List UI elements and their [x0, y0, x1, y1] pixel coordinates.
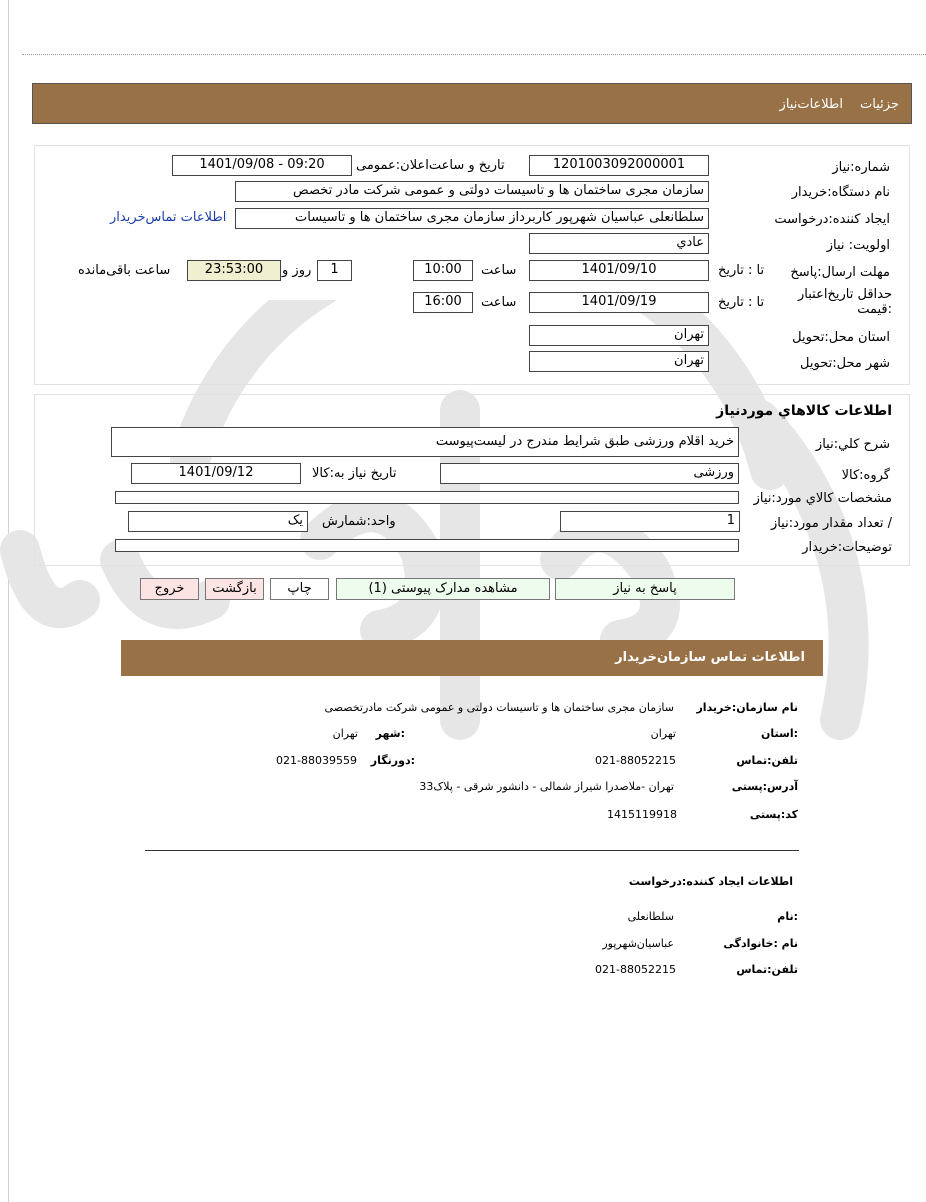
creator-family-label: نام :خانوادگی — [723, 937, 798, 950]
goods-title: اطلاعات كالاهاي موردنياز — [716, 403, 892, 419]
contact-phone-label: تلفن:تماس — [736, 754, 798, 767]
validity-date-field: 1401/09/19 — [529, 292, 709, 313]
need-date-field: 1401/09/12 — [131, 463, 301, 484]
days-remaining-field: 1 — [317, 260, 352, 281]
print-button[interactable]: چاپ — [270, 578, 329, 600]
goods-group-label: گروه:کالا — [841, 468, 890, 483]
creator-phone-label: تلفن:تماس — [736, 963, 798, 976]
creator-phone-value: 021-88052215 — [595, 963, 676, 976]
reply-button[interactable]: پاسخ به نیاز — [555, 578, 735, 600]
contact-divider — [145, 850, 799, 851]
announce-label: تاریخ و ساعت‌اعلان:عمومی — [356, 158, 505, 173]
need-number-field: 1201003092000001 — [529, 155, 709, 176]
deadline-label: مهلت ارسال:پاسخ — [790, 265, 890, 280]
contact-fax-label: :دورنگار — [370, 754, 415, 767]
contact-address-label: آدرس:پستی — [731, 780, 798, 793]
creator-name-value: سلطانعلی — [627, 910, 674, 923]
creator-info-title: اطلاعات ایجاد کننده:درخواست — [628, 875, 793, 888]
city-field: تهران — [529, 351, 709, 372]
buyer-contact-title: اطلاعات تماس سازمان‌خریدار — [615, 650, 805, 665]
deadline-to-date-label: تا : تاریخ — [718, 263, 765, 278]
tab-details[interactable]: جزئیات — [860, 97, 899, 112]
quantity-field: 1 — [560, 511, 740, 532]
priority-field: عادي — [529, 233, 709, 254]
contact-city-label: :شهر — [375, 727, 405, 740]
goods-desc-label: شرح کلي:نیاز — [815, 437, 890, 452]
buyer-notes-label: توضیحات:خریدار — [802, 540, 892, 555]
creator-label: ایجاد کننده:درخواست — [774, 212, 890, 227]
buyer-notes-field — [115, 539, 739, 552]
creator-field: سلطانعلی عباسیان شهرپور کاربرداز سازمان مجری ساختمان ها و تاسیسات — [235, 208, 709, 229]
deadline-time-field: 10:00 — [413, 260, 473, 281]
remaining-label: ساعت باقی‌مانده — [78, 263, 171, 278]
goods-group-field: ورزشی — [440, 463, 739, 484]
province-label: استان محل:تحویل — [792, 330, 890, 345]
deadline-time-label: ساعت — [481, 263, 517, 278]
buyer-contact-link[interactable]: اطلاعات تماس‌خریدار — [110, 210, 227, 225]
goods-specs-field — [115, 491, 739, 504]
buyer-org-label: نام دستگاه:خریدار — [791, 185, 890, 200]
goods-specs-label: مشخصات کالاي مورد:نیاز — [753, 491, 892, 506]
contact-province-label: :استان — [761, 727, 798, 740]
goods-desc-field: خرید اقلام ورزشی طبق شرایط مندرج در لیست‌پیوست — [111, 427, 739, 457]
announce-date-field: 1401/09/08 - 09:20 — [172, 155, 352, 176]
page-left-border — [8, 0, 9, 1202]
contact-postal-label: کد:پستی — [749, 808, 798, 821]
validity-time-field: 16:00 — [413, 292, 473, 313]
unit-field: یک — [128, 511, 308, 532]
top-divider — [22, 54, 926, 55]
need-date-label: تاریخ نیاز به:کالا — [312, 466, 397, 481]
priority-label: اولویت: نیاز — [826, 238, 890, 253]
deadline-date-field: 1401/09/10 — [529, 260, 709, 281]
need-number-label: شماره:نیاز — [832, 160, 890, 175]
unit-label: واحد:شمارش — [322, 514, 396, 529]
view-documents-button[interactable]: مشاهده مدارک پیوستی (1) — [336, 578, 550, 600]
contact-org-value: سازمان مجری ساختمان ها و تاسیسات دولتی و عمومی شرکت مادرتخصصی — [324, 701, 674, 714]
contact-org-label: نام سازمان:خریدار — [696, 701, 798, 714]
contact-province-value: تهران — [650, 727, 676, 740]
buyer-org-field: سازمان مجری ساختمان ها و تاسیسات دولتی و عمومی شرکت مادر تخصص — [235, 181, 709, 202]
tab-need-info[interactable]: اطلاعات‌نیاز — [779, 97, 843, 112]
province-field: تهران — [529, 325, 709, 346]
validity-label: حداقل تاریخ‌اعتبار :قیمت — [798, 287, 892, 317]
details-header-bar — [32, 83, 912, 124]
contact-city-value: تهران — [332, 727, 358, 740]
contact-fax-value: 021-88039559 — [276, 754, 357, 767]
creator-family-value: عباسیان‌شهرپور — [602, 937, 674, 950]
day-label: روز و — [282, 263, 312, 278]
city-label: شهر محل:تحویل — [800, 356, 890, 371]
remaining-time-field: 23:53:00 — [187, 260, 281, 281]
contact-phone-value: 021-88052215 — [595, 754, 676, 767]
creator-name-label: :نام — [777, 910, 798, 923]
validity-to-date-label: تا : تاریخ — [718, 295, 765, 310]
validity-time-label: ساعت — [481, 295, 517, 310]
buyer-contact-header — [121, 640, 823, 676]
exit-button[interactable]: خروج — [140, 578, 199, 600]
back-button[interactable]: بازگشت — [205, 578, 264, 600]
quantity-label: / تعداد مقدار مورد:نیاز — [770, 516, 892, 531]
contact-address-value: تهران -ملاصدرا شیراز شمالی - دانشور شرقی - پلاک33 — [419, 780, 674, 793]
contact-postal-value: 1415119918 — [607, 808, 677, 821]
